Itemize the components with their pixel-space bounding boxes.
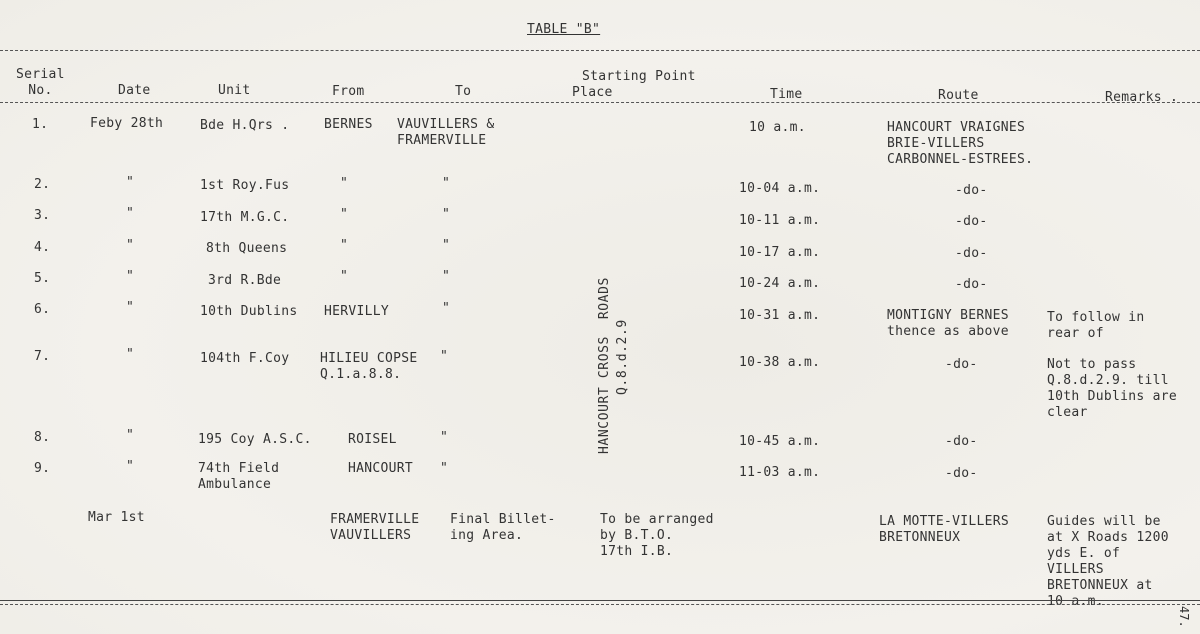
header-serial: Serial No. <box>16 67 65 98</box>
row-10-remarks: Guides will be at X Roads 1200 yds E. of VILLERS BRETONNEUX at 10 a.m. <box>1047 514 1169 609</box>
row-7-route: -do- <box>945 357 978 372</box>
row-3-date: " <box>126 206 135 221</box>
row-9-time: 11-03 a.m. <box>739 465 821 480</box>
row-2-to: " <box>442 176 451 191</box>
row-7-to: " <box>440 349 449 364</box>
header-from: From <box>332 84 365 99</box>
row-4-to: " <box>442 238 451 253</box>
row-8-to: " <box>440 430 449 445</box>
starting-point-vertical-line1: HANCOURT CROSS ROADS <box>597 277 612 454</box>
bottom-rule-lower <box>0 604 1200 605</box>
row-10-place: To be arranged by B.T.O. 17th I.B. <box>600 512 714 559</box>
row-9-to: " <box>440 461 449 476</box>
row-9-date: " <box>126 459 135 474</box>
row-4-unit: 8th Queens <box>206 241 288 256</box>
row-2-serial: 2. <box>34 177 51 192</box>
row-3-to: " <box>442 207 451 222</box>
row-8-date: " <box>126 428 135 443</box>
row-3-serial: 3. <box>34 208 51 223</box>
row-2-time: 10-04 a.m. <box>739 181 821 196</box>
row-3-unit: 17th M.G.C. <box>200 210 290 225</box>
row-6-to: " <box>442 301 451 316</box>
row-10-from: FRAMERVILLE VAUVILLERS <box>330 512 420 543</box>
row-10-date: Mar 1st <box>88 510 145 525</box>
row-1-from: BERNES <box>324 117 373 132</box>
row-5-from: " <box>340 269 349 284</box>
row-2-date: " <box>126 175 135 190</box>
row-1-time: 10 a.m. <box>749 120 806 135</box>
row-7-serial: 7. <box>34 349 51 364</box>
header-time: Time <box>770 87 803 102</box>
header-rule <box>0 102 1200 103</box>
row-8-route: -do- <box>945 434 978 449</box>
row-10-to: Final Billet- ing Area. <box>450 512 556 543</box>
row-9-from: HANCOURT <box>348 461 414 476</box>
row-4-date: " <box>126 238 135 253</box>
header-date: Date <box>118 83 151 98</box>
bottom-rule <box>0 600 1200 601</box>
header-to: To <box>455 84 472 99</box>
row-7-remarks: Not to pass Q.8.d.2.9. till 10th Dublins are clear <box>1047 357 1178 420</box>
starting-point-vertical-line2: Q.8.d.2.9 <box>615 319 630 395</box>
row-4-serial: 4. <box>34 240 51 255</box>
row-8-time: 10-45 a.m. <box>739 434 821 449</box>
row-1-serial: 1. <box>32 117 49 132</box>
page-number: 47. <box>1177 606 1191 628</box>
row-1-unit: Bde H.Qrs . <box>200 118 290 133</box>
row-1-to: VAUVILLERS & FRAMERVILLE <box>397 117 495 148</box>
row-6-date: " <box>126 300 135 315</box>
row-6-route: MONTIGNY BERNES thence as above <box>887 308 1009 339</box>
row-5-route: -do- <box>955 277 988 292</box>
row-10-route: LA MOTTE-VILLERS BRETONNEUX <box>879 514 1010 545</box>
row-8-serial: 8. <box>34 430 51 445</box>
row-3-route: -do- <box>955 214 988 229</box>
row-7-unit: 104th F.Coy <box>200 351 290 366</box>
row-6-from: HERVILLY <box>324 304 390 319</box>
row-7-date: " <box>126 347 135 362</box>
row-3-time: 10-11 a.m. <box>739 213 821 228</box>
row-1-date: Feby 28th <box>90 116 164 131</box>
row-5-date: " <box>126 269 135 284</box>
row-5-unit: 3rd R.Bde <box>208 273 282 288</box>
row-5-time: 10-24 a.m. <box>739 276 821 291</box>
row-9-route: -do- <box>945 466 978 481</box>
row-5-to: " <box>442 269 451 284</box>
top-rule <box>0 50 1200 51</box>
row-6-serial: 6. <box>34 302 51 317</box>
row-8-from: ROISEL <box>348 432 397 447</box>
row-8-unit: 195 Coy A.S.C. <box>198 432 312 447</box>
row-7-from: HILIEU COPSE Q.1.a.8.8. <box>320 351 418 382</box>
row-2-from: " <box>340 176 349 191</box>
row-9-serial: 9. <box>34 461 51 476</box>
row-2-unit: 1st Roy.Fus <box>200 178 290 193</box>
row-4-route: -do- <box>955 246 988 261</box>
header-remarks: Remarks . <box>1105 90 1179 105</box>
header-unit: Unit <box>218 83 251 98</box>
row-6-remarks: To follow in rear of <box>1047 310 1145 341</box>
row-3-from: " <box>340 207 349 222</box>
header-route: Route <box>938 88 979 103</box>
row-6-unit: 10th Dublins <box>200 304 298 319</box>
row-9-unit: 74th Field Ambulance <box>198 461 280 492</box>
row-1-route: HANCOURT VRAIGNES BRIE-VILLERS CARBONNEL-ESTREES. <box>887 120 1034 167</box>
row-5-serial: 5. <box>34 271 51 286</box>
row-4-time: 10-17 a.m. <box>739 245 821 260</box>
table-title: TABLE "B" <box>527 22 601 37</box>
row-2-route: -do- <box>955 183 988 198</box>
row-4-from: " <box>340 238 349 253</box>
header-starting-point: Starting Point <box>582 69 696 84</box>
header-place: Place <box>572 85 613 100</box>
row-6-time: 10-31 a.m. <box>739 308 821 323</box>
row-7-time: 10-38 a.m. <box>739 355 821 370</box>
